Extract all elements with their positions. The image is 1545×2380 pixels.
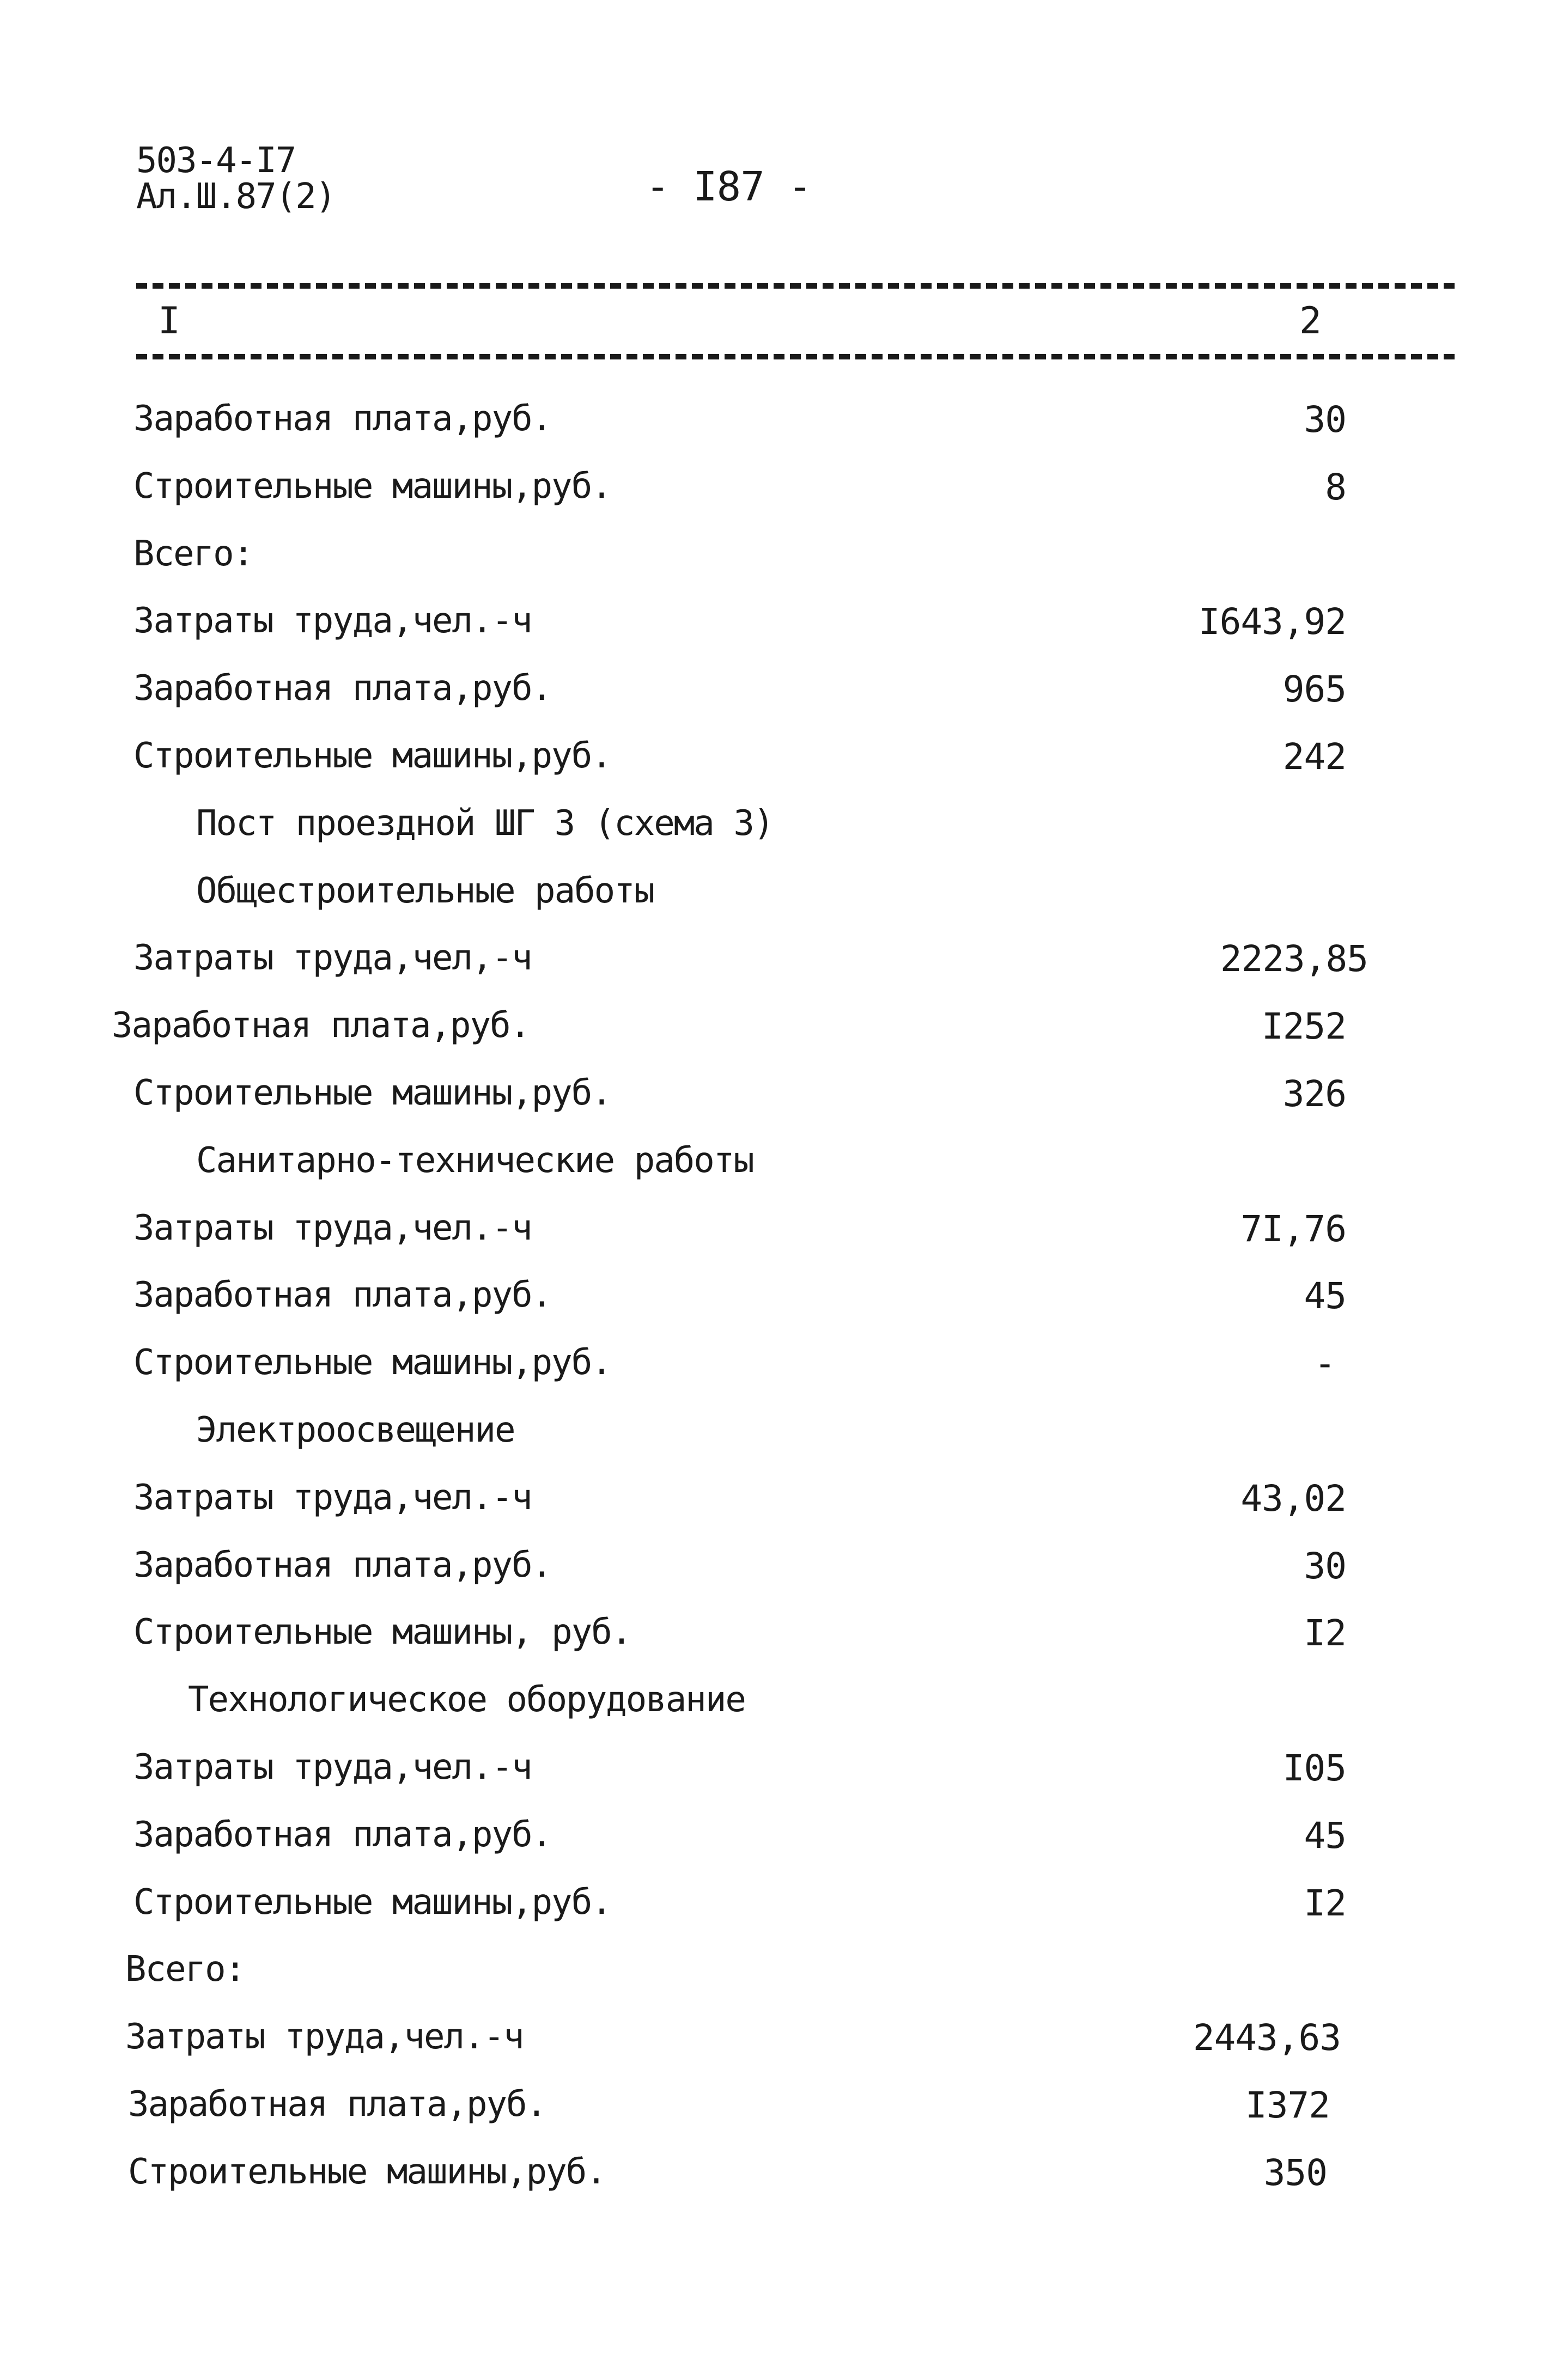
row-value: 350 [1263, 2151, 1327, 2194]
row-value: I2 [1304, 1612, 1346, 1655]
row-value: 326 [1282, 1072, 1346, 1115]
section-heading-row [0, 1135, 1545, 1203]
row-value: I05 [1282, 1747, 1346, 1789]
table-row [0, 1337, 1545, 1405]
row-label: Заработная плата,руб. [133, 1545, 552, 1585]
row-label: Заработная плата,руб. [112, 1005, 530, 1046]
row-value: 242 [1282, 735, 1346, 778]
row-value: 2223,85 [1220, 938, 1368, 980]
section-heading-row [0, 1405, 1545, 1472]
column-header-2: 2 [1299, 300, 1322, 343]
table-row [0, 1742, 1545, 1809]
table-row [0, 1000, 1545, 1067]
document-code [136, 143, 335, 215]
row-value: - [1314, 1342, 1335, 1385]
row-value: 30 [1304, 399, 1346, 441]
table-row [0, 1270, 1545, 1337]
row-value: I2 [1304, 1882, 1346, 1924]
row-value: 45 [1304, 1814, 1346, 1857]
section-heading: Санитарно-технические работы [196, 1140, 753, 1181]
row-value: 45 [1304, 1275, 1346, 1317]
table-row [0, 393, 1545, 461]
row-value: I372 [1245, 2084, 1330, 2126]
row-label: Строительные машины,руб. [133, 1072, 611, 1113]
row-label: Затраты труда,чел.-ч [133, 1207, 532, 1248]
table-row [0, 1203, 1545, 1270]
row-label: Всего: [133, 533, 253, 574]
row-value: 43,02 [1240, 1477, 1346, 1519]
row-label: Затраты труда,чел.-ч [125, 2017, 524, 2058]
section-heading-row [0, 798, 1545, 865]
row-label: Заработная плата,руб. [133, 668, 552, 709]
section-heading: Общестроительные работы [196, 870, 654, 911]
row-label: Строительные машины,руб. [133, 1882, 611, 1923]
row-value: 7I,76 [1240, 1207, 1346, 1250]
table-row [0, 528, 1545, 596]
table-row [0, 1607, 1545, 1674]
table-body [0, 393, 1545, 2214]
document-code-line1: 503-4-I7 [136, 141, 296, 181]
table-row [0, 595, 1545, 663]
table-row [0, 730, 1545, 798]
document-code-line2: Ал.Ш.87(2) [136, 176, 336, 217]
row-label: Заработная плата,руб. [133, 399, 552, 439]
table-row [0, 932, 1545, 1000]
row-value: I252 [1262, 1005, 1346, 1048]
section-heading-row [0, 1674, 1545, 1742]
row-label: Затраты труда,чел.-ч [133, 1747, 532, 1787]
table-row [0, 1877, 1545, 1944]
table-row [0, 2146, 1545, 2214]
row-label: Затраты труда,чел.-ч [133, 601, 532, 642]
table-row [0, 1067, 1545, 1135]
page-number: - I87 - [646, 163, 812, 210]
table-row [0, 461, 1545, 528]
section-heading: Технологическое оборудование [188, 1680, 745, 1720]
row-value: 2443,63 [1193, 2017, 1341, 2059]
table-row [0, 2011, 1545, 2079]
table-top-rule [136, 283, 1455, 289]
row-label: Заработная плата,руб. [133, 1275, 552, 1316]
row-label: Строительные машины,руб. [133, 1342, 611, 1383]
table-row [0, 1809, 1545, 1877]
row-label: Всего: [125, 1949, 245, 1990]
section-heading-row [0, 865, 1545, 933]
row-label: Заработная плата,руб. [133, 1814, 552, 1855]
table-row [0, 2079, 1545, 2146]
row-value: 965 [1282, 668, 1346, 711]
row-label: Затраты труда,чел,-ч [133, 938, 532, 979]
row-label: Строительные машины, руб. [133, 1612, 631, 1653]
row-value: 8 [1325, 466, 1346, 508]
column-header-1: I [158, 300, 180, 343]
row-value: I643,92 [1198, 601, 1346, 643]
table-row [0, 1472, 1545, 1540]
row-label: Строительные машины,руб. [133, 466, 611, 506]
table-row [0, 663, 1545, 730]
row-value: 30 [1304, 1545, 1346, 1587]
table-row [0, 1540, 1545, 1607]
section-heading: Пост проездной ШГ 3 (схема 3) [196, 803, 774, 844]
row-label: Строительные машины,руб. [133, 735, 611, 776]
row-label: Заработная плата,руб. [128, 2084, 546, 2125]
row-label: Строительные машины,руб. [128, 2151, 606, 2192]
table-row [0, 1944, 1545, 2011]
section-heading: Электроосвещение [196, 1409, 515, 1450]
table-header-rule [136, 354, 1455, 359]
row-label: Затраты труда,чел.-ч [133, 1477, 532, 1518]
